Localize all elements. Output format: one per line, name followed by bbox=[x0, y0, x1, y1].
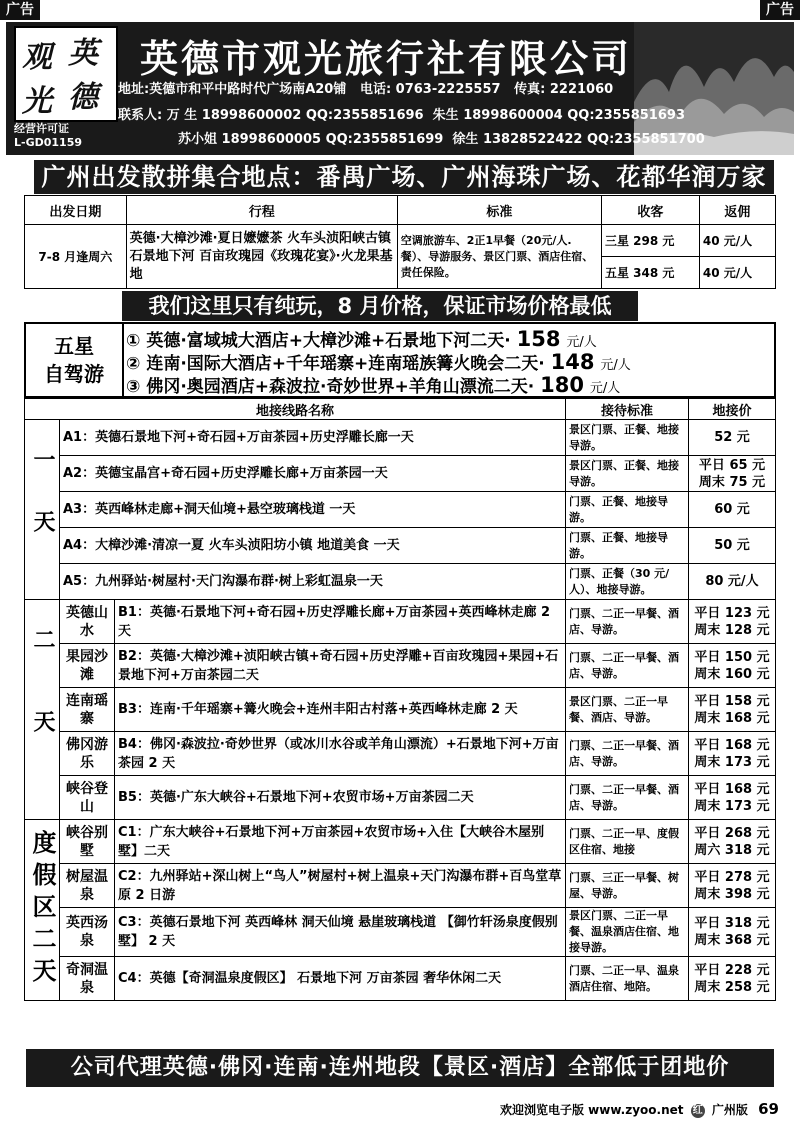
column-header: 收客 bbox=[601, 196, 699, 225]
column-header: 返佣 bbox=[699, 196, 775, 225]
license-number: L-GD01159 bbox=[14, 136, 83, 149]
service-standard: 景区门票、二正一早餐、酒店、导游。 bbox=[566, 688, 689, 732]
service-standard: 景区门票、二正一早餐、温泉酒店住宿、地接导游。 bbox=[566, 908, 689, 957]
local-price: 平日 123 元 周末 128 元 bbox=[689, 600, 776, 644]
divider bbox=[122, 324, 124, 396]
contact-phone: 13828522422 bbox=[482, 132, 583, 147]
service-standard: 景区门票、正餐、地接导游。 bbox=[566, 456, 689, 492]
company-name: 英德市观光旅行社有限公司 bbox=[140, 37, 633, 81]
logo-char: 德 bbox=[68, 80, 98, 115]
route-category: 峡谷别墅 bbox=[60, 820, 115, 864]
self-drive-item: ① 英德·富域城大酒店+大樟沙滩+石景地下河二天· 158 元/人 bbox=[126, 327, 597, 351]
contact-qq: QQ:2355851700 bbox=[586, 132, 705, 147]
table-row bbox=[25, 688, 776, 732]
service-standard: 门票、二正一早、温泉酒店住宿、地陪。 bbox=[566, 957, 689, 1001]
table-row bbox=[25, 864, 776, 908]
column-header: 标准 bbox=[397, 196, 601, 225]
route-category: 峡谷登山 bbox=[60, 776, 115, 820]
column-header: 地接线路名称 bbox=[25, 399, 566, 420]
local-price: 50 元 bbox=[689, 528, 776, 564]
address: 地址:英德市和平中路时代广场南A20铺 bbox=[118, 82, 347, 97]
rebate: 40 元/人 bbox=[699, 225, 775, 257]
edition: 广州版 bbox=[711, 1103, 748, 1117]
contact-phone: 18998600002 bbox=[201, 108, 302, 123]
table-row bbox=[25, 776, 776, 820]
contact-qq: QQ:2355851693 bbox=[567, 108, 685, 123]
contact-name: 朱生 bbox=[432, 108, 459, 123]
table-row bbox=[25, 908, 776, 957]
route-name: C1：广东大峡谷+石景地下河+万亩茶园+农贸市场+入住【大峡谷木屋别墅】二天 bbox=[115, 820, 566, 864]
departure-date: 7-8 月逢周六 bbox=[25, 225, 127, 289]
route-name: A5：九州驿站·树屋村·天门沟瀑布群·树上彩虹温泉一天 bbox=[60, 564, 566, 600]
contact-name: 徐生 bbox=[452, 132, 479, 147]
local-price: 52 元 bbox=[689, 420, 776, 456]
local-price: 80 元/人 bbox=[689, 564, 776, 600]
page-footer bbox=[500, 1100, 779, 1118]
contact-phone: 18998600005 bbox=[221, 132, 322, 147]
column-header: 行程 bbox=[126, 196, 397, 225]
column-header: 地接价 bbox=[689, 399, 776, 420]
agency-promo-banner: 公司代理英德·佛冈·连南·连州地段【景区·酒店】全部低于团地价 bbox=[26, 1049, 774, 1087]
group-label: 一天 bbox=[25, 420, 60, 600]
self-drive-title: 五星 自驾游 bbox=[44, 334, 104, 386]
service-standard: 门票、三正一早餐、树屋、导游。 bbox=[566, 864, 689, 908]
table-row bbox=[25, 820, 776, 864]
license-label: 经营许可证 bbox=[14, 122, 69, 135]
rebate: 40 元/人 bbox=[699, 257, 775, 289]
route-name: A3：英西峰林走廊+洞天仙境+悬空玻璃栈道 一天 bbox=[60, 492, 566, 528]
group-label: 度假区二天 bbox=[25, 820, 60, 1001]
route-name: A2：英德宝晶宫+奇石园+历史浮雕长廊+万亩茶园一天 bbox=[60, 456, 566, 492]
red-badge-icon: 红 bbox=[692, 1104, 703, 1116]
table-row bbox=[25, 600, 776, 644]
ad-label-right: 广告 bbox=[760, 0, 800, 20]
local-price: 平日 168 元 周末 173 元 bbox=[689, 732, 776, 776]
group-tour-table bbox=[24, 195, 776, 289]
table-row bbox=[25, 644, 776, 688]
table-row bbox=[25, 732, 776, 776]
table-row bbox=[25, 420, 776, 456]
address-line bbox=[118, 78, 613, 97]
table-row bbox=[25, 456, 776, 492]
local-price: 平日 168 元 周末 173 元 bbox=[689, 776, 776, 820]
local-price: 平日 268 元 周六 318 元 bbox=[689, 820, 776, 864]
route-name: B5：英德·广东大峡谷+石景地下河+农贸市场+万亩茶园二天 bbox=[115, 776, 566, 820]
self-drive-item: ② 连南·国际大酒店+千年瑶寨+连南瑶族篝火晚会二天· 148 元/人 bbox=[126, 350, 631, 374]
service-standard: 门票、二正一早餐、酒店、导游。 bbox=[566, 776, 689, 820]
route-name: B4：佛冈·森波拉·奇妙世界（或冰川水谷或羊角山漂流）+石景地下河+万亩茶园 2 天 bbox=[115, 732, 566, 776]
service-standard: 门票、正餐、地接导游。 bbox=[566, 492, 689, 528]
logo-char: 观 bbox=[22, 40, 52, 75]
local-price: 平日 278 元 周末 398 元 bbox=[689, 864, 776, 908]
contact-qq: QQ:2355851699 bbox=[325, 132, 444, 147]
route-name: C2：九州驿站+深山树上“鸟人”树屋村+树上温泉+天门沟瀑布群+百鸟堂草原 2 日游 bbox=[115, 864, 566, 908]
route-category: 果园沙滩 bbox=[60, 644, 115, 688]
group-label: 二天 bbox=[25, 600, 60, 820]
service-standard: 门票、正餐（30 元/人）、地接导游。 bbox=[566, 564, 689, 600]
service-standard: 门票、二正一早、度假区住宿、地接 bbox=[566, 820, 689, 864]
contact-name: 万 生 bbox=[166, 108, 198, 123]
ad-label-left: 广告 bbox=[0, 0, 40, 20]
route-category: 连南瑶寨 bbox=[60, 688, 115, 732]
service-standard: 门票、二正一早餐、酒店、导游。 bbox=[566, 732, 689, 776]
company-logo bbox=[14, 26, 118, 122]
footer-text: 欢迎浏览电子版 www.zyoo.net bbox=[500, 1103, 684, 1117]
route-category: 奇洞温泉 bbox=[60, 957, 115, 1001]
route-name: B2：英德·大樟沙滩+浈阳峡古镇+奇石园+历史浮雕+百亩玫瑰园+果园+石景地下河+万亩茶园二天 bbox=[115, 644, 566, 688]
route-name: A1：英德石景地下河+奇石园+万亩茶园+历史浮雕长廊一天 bbox=[60, 420, 566, 456]
price-tier: 三星 298 元 bbox=[601, 225, 699, 257]
fax: 传真: 2221060 bbox=[514, 82, 614, 97]
tour-standard: 空调旅游车、2正1早餐（20元/人.餐）、导游服务、景区门票、酒店住宿、责任保险。 bbox=[397, 225, 601, 289]
route-name: B1：英德·石景地下河+奇石园+历史浮雕长廊+万亩茶园+英西峰林走廊 2 天 bbox=[115, 600, 566, 644]
phone: 电话: 0763-2225557 bbox=[359, 82, 501, 97]
route-name: A4：大樟沙滩·清凉一夏 火车头浈阳坊小镇 地道美食 一天 bbox=[60, 528, 566, 564]
table-row bbox=[25, 957, 776, 1001]
route-name: C4：英德【奇洞温泉度假区】 石景地下河 万亩茶园 奢华休闲二天 bbox=[115, 957, 566, 1001]
service-standard: 景区门票、正餐、地接导游。 bbox=[566, 420, 689, 456]
contact-name: 苏小姐 bbox=[178, 132, 218, 147]
logo-char: 英 bbox=[68, 36, 98, 71]
local-price: 平日 228 元 周末 258 元 bbox=[689, 957, 776, 1001]
tour-itinerary: 英德·大樟沙滩·夏日嬷嬷茶 火车头浈阳峡古镇 石景地下河 百亩玫瑰园《玫瑰花宴》·火龙果基地 bbox=[126, 225, 397, 289]
column-header: 出发日期 bbox=[25, 196, 127, 225]
table-row bbox=[25, 492, 776, 528]
contacts-label: 联系人: bbox=[118, 108, 163, 123]
logo-char: 光 bbox=[22, 84, 52, 119]
table-row bbox=[25, 528, 776, 564]
guangzhou-departure-banner: 广州出发散拼集合地点：番禺广场、广州海珠广场、花都华润万家 bbox=[34, 160, 774, 194]
price-tier: 五星 348 元 bbox=[601, 257, 699, 289]
service-standard: 门票、二正一早餐、酒店、导游。 bbox=[566, 644, 689, 688]
route-name: B3：连南·千年瑶寨+篝火晚会+连州丰阳古村落+英西峰林走廊 2 天 bbox=[115, 688, 566, 732]
contacts-line-1 bbox=[118, 104, 685, 123]
self-drive-item: ③ 佛冈·奥园酒店+森波拉·奇妙世界+羊角山漂流二天· 180 元/人 bbox=[126, 373, 621, 397]
business-license bbox=[14, 122, 82, 150]
local-price: 平日 158 元 周末 168 元 bbox=[689, 688, 776, 732]
column-header: 接待标准 bbox=[566, 399, 689, 420]
route-name: C3：英德石景地下河 英西峰林 洞天仙境 悬崖玻璃栈道 【御竹轩汤泉度假别墅】 2 天 bbox=[115, 908, 566, 957]
local-price: 平日 318 元 周末 368 元 bbox=[689, 908, 776, 957]
local-tour-table bbox=[24, 398, 776, 1001]
table-row bbox=[25, 564, 776, 600]
route-category: 英德山水 bbox=[60, 600, 115, 644]
contact-qq: QQ:2355851696 bbox=[305, 108, 424, 123]
august-price-banner: 我们这里只有纯玩，8 月价格，保证市场价格最低 bbox=[122, 291, 638, 321]
local-price: 平日 150 元 周末 160 元 bbox=[689, 644, 776, 688]
local-price: 平日 65 元 周末 75 元 bbox=[689, 456, 776, 492]
route-category: 佛冈游乐 bbox=[60, 732, 115, 776]
service-standard: 门票、正餐、地接导游。 bbox=[566, 528, 689, 564]
route-category: 英西汤泉 bbox=[60, 908, 115, 957]
local-price: 60 元 bbox=[689, 492, 776, 528]
route-category: 树屋温泉 bbox=[60, 864, 115, 908]
contacts-line-2 bbox=[178, 128, 705, 147]
contact-phone: 18998600004 bbox=[463, 108, 563, 123]
page-number: 69 bbox=[758, 1100, 779, 1118]
self-drive-section bbox=[24, 322, 776, 398]
service-standard: 门票、二正一早餐、酒店、导游。 bbox=[566, 600, 689, 644]
